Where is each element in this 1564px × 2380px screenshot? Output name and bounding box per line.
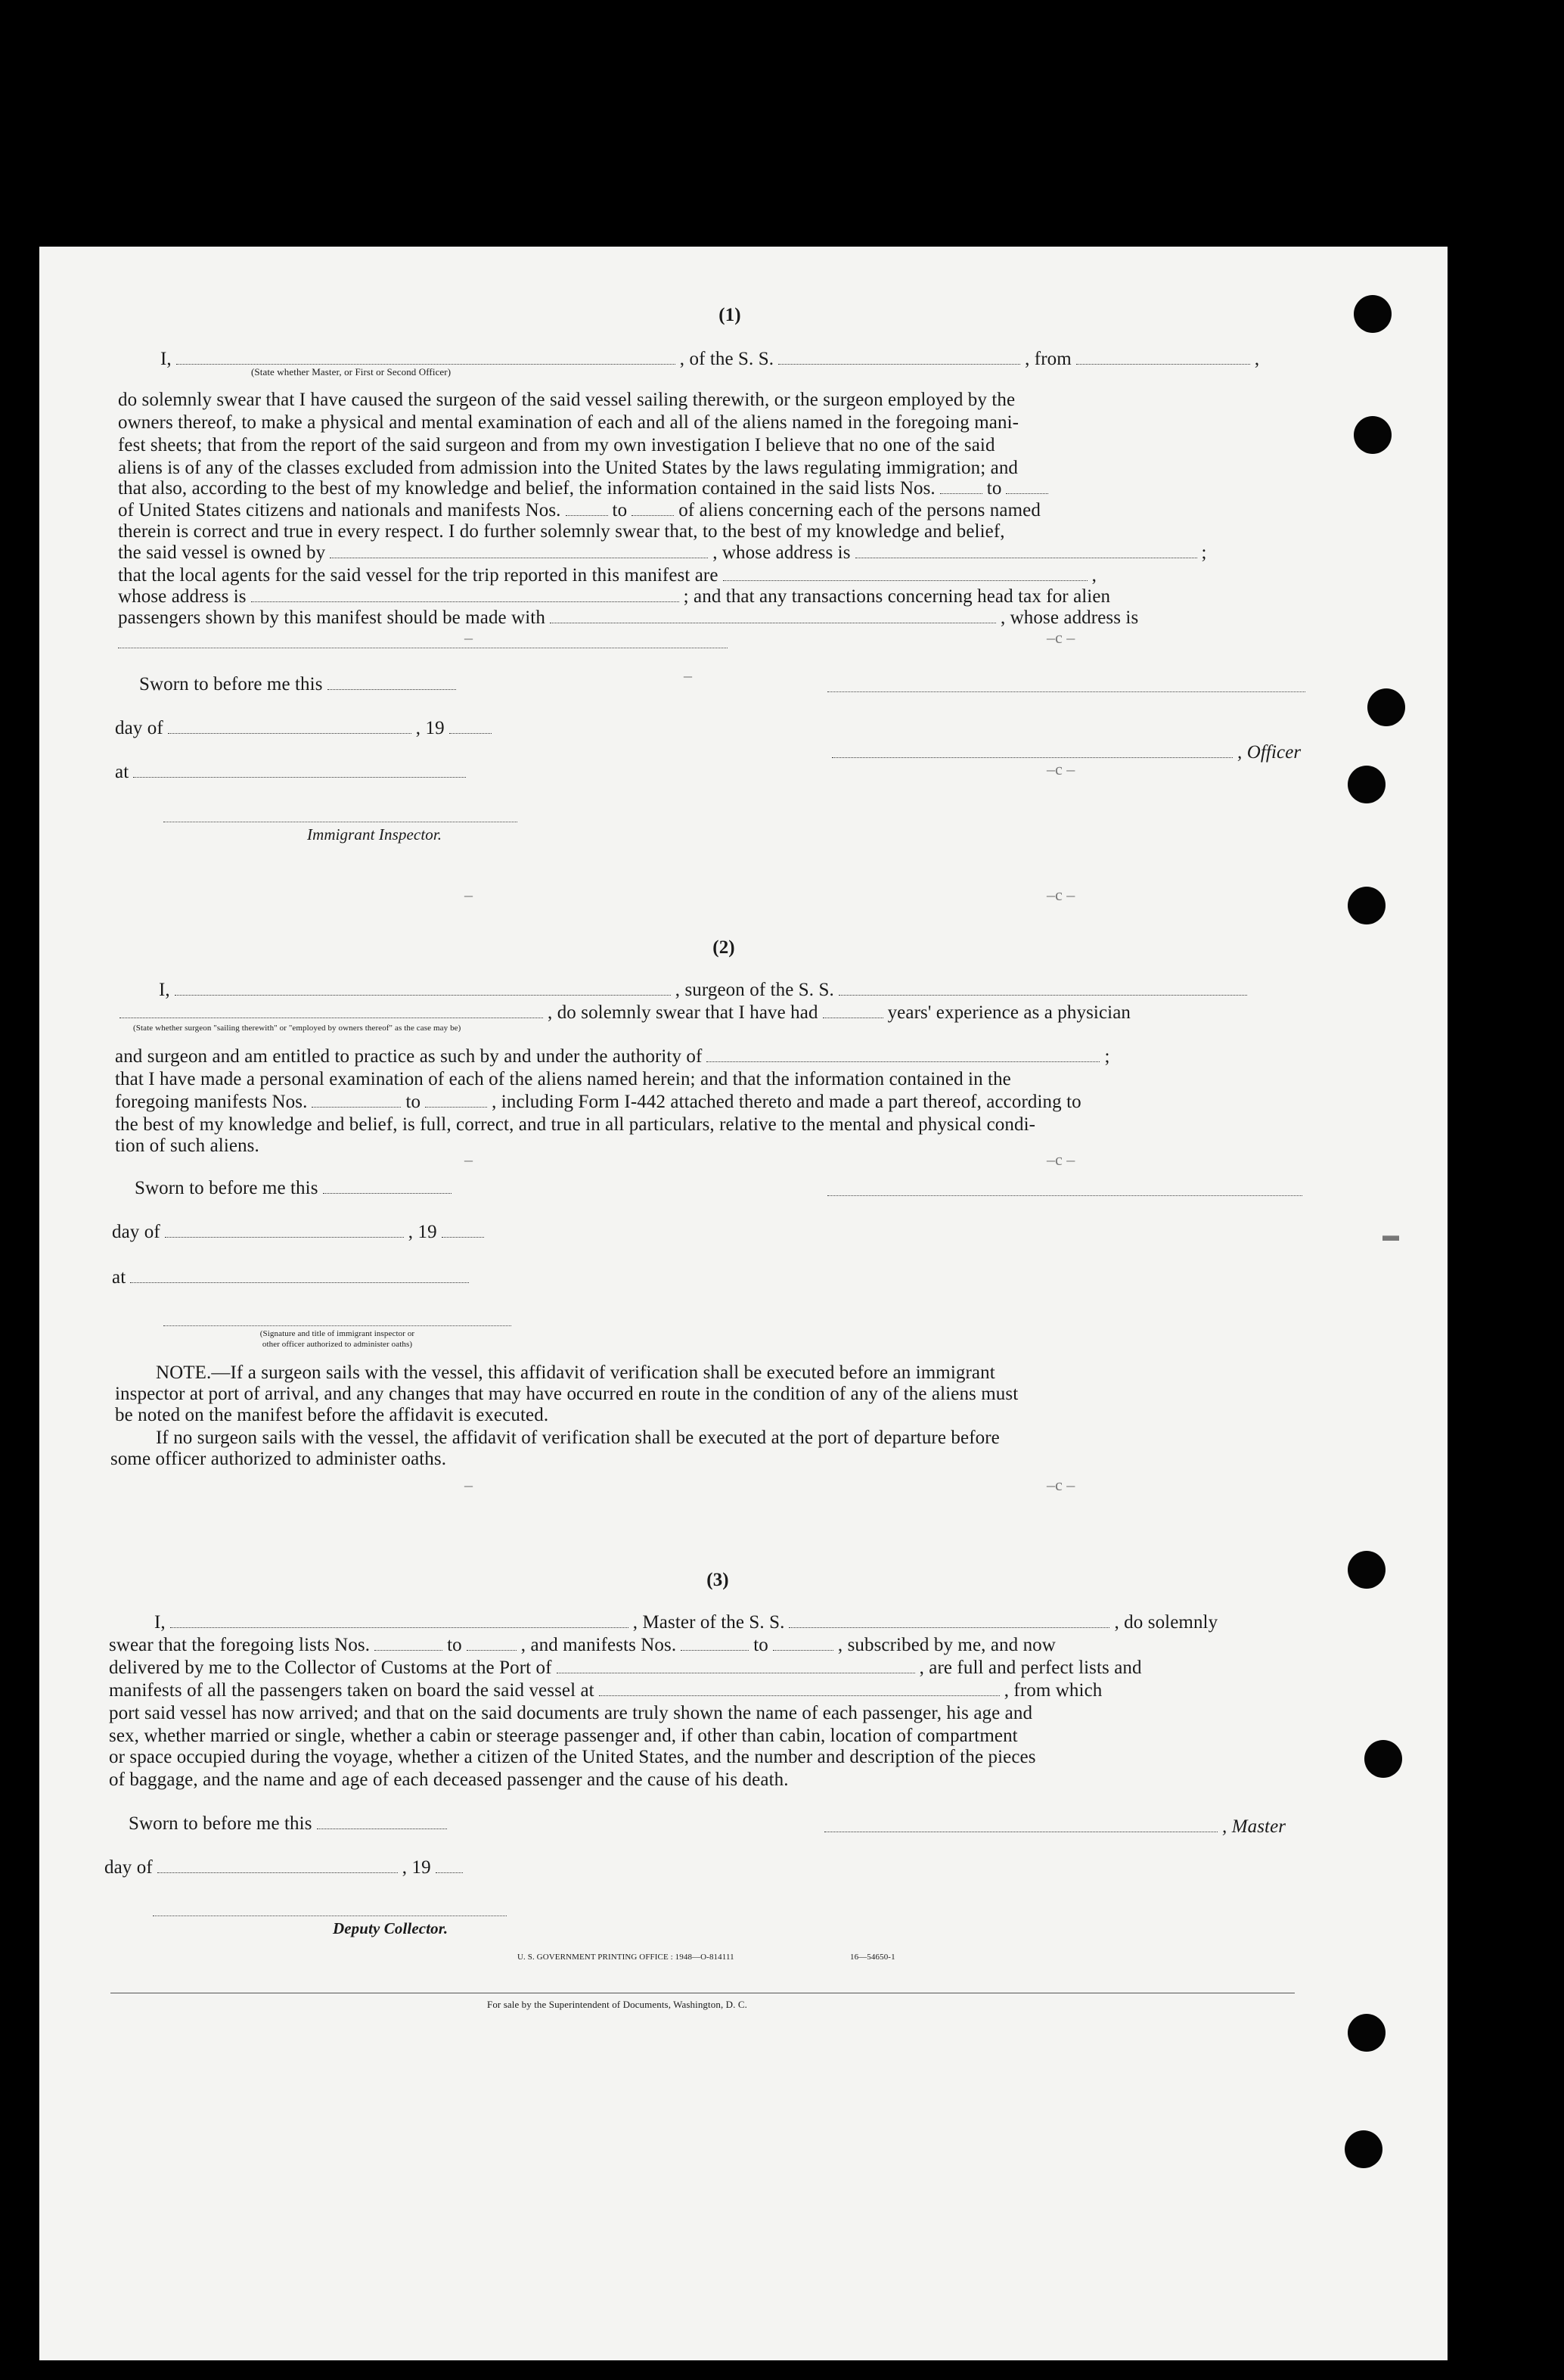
label: , of the S. S. (679, 349, 774, 369)
label: day of (115, 718, 163, 738)
label: of aliens concerning each of the persons named (678, 500, 1041, 520)
note-line: some officer authorized to administer oaths. (110, 1449, 447, 1469)
note-line: be noted on the manifest before the affidavit is executed. (115, 1405, 549, 1425)
label: , including Form I-442 attached thereto and made a part thereof, according to (492, 1092, 1081, 1112)
label: , (1254, 349, 1260, 369)
label: to (986, 478, 1002, 499)
label: , Master (1222, 1816, 1286, 1837)
label: , Master of the S. S. (632, 1612, 785, 1633)
day-of-line (112, 1221, 489, 1244)
at-line (112, 1266, 473, 1289)
punch-hole-icon (1354, 295, 1392, 333)
punch-hole-icon (1348, 2014, 1386, 2052)
label: , subscribed by me, and now (837, 1635, 1056, 1655)
label: and surgeon and am entitled to practice as such by and under the authority of (115, 1046, 703, 1067)
text-line: tion of such aliens. (115, 1136, 259, 1156)
label: , and manifests Nos. (520, 1635, 677, 1655)
day-of-line (115, 717, 496, 740)
bleed-through-mark: –c – (1047, 628, 1075, 647)
text-line: owners thereof, to make a physical and mental examination of each and all of the aliens named in the foregoing mani- (118, 412, 1019, 433)
text-line: the best of my knowledge and belief, is full, correct, and true in all particulars, relative to the mental and physical condi- (115, 1114, 1036, 1135)
signature-caption: other officer authorized to administer oaths) (262, 1340, 413, 1349)
label: , whose address is (1000, 607, 1139, 628)
label: Sworn to before me this (139, 674, 323, 694)
label: ; (1201, 542, 1207, 563)
label: , whose address is (712, 542, 851, 563)
label: , 19 (402, 1857, 431, 1878)
text-line: do solemnly swear that I have caused the surgeon of the said vessel sailing therewith, or the surgeon employed by the (118, 390, 1016, 410)
sworn-line (135, 1177, 456, 1200)
section-3-number: (3) (706, 1570, 729, 1590)
text-line (118, 607, 1138, 629)
label: of United States citizens and nationals and manifests Nos. (118, 500, 561, 520)
text-line: or space occupied during the voyage, whether a citizen of the United States, and the number and description of the pieces (109, 1747, 1036, 1767)
text-line: that I have made a personal examination of each of the aliens named herein; and that the information contained in the (115, 1069, 1011, 1089)
bleed-through-mark: –c – (1047, 885, 1075, 904)
text-line (118, 499, 1041, 522)
label: to (612, 500, 628, 520)
text-line (109, 1657, 1142, 1679)
punch-hole-icon (1367, 688, 1405, 726)
text-line: fest sheets; that from the report of the said surgeon and from my own investigation I believe that no one of the said (118, 435, 995, 455)
label: , from (1025, 349, 1072, 369)
label: , do solemnly (1114, 1612, 1218, 1633)
label: I, (154, 1612, 166, 1633)
note-line: If no surgeon sails with the vessel, the affidavit of verification shall be executed at the port of departure before (156, 1428, 1000, 1448)
deputy-collector-label: Deputy Collector. (333, 1919, 448, 1937)
sworn-line (139, 673, 461, 696)
text-line (115, 1046, 1110, 1068)
section-2-line-1 (159, 979, 1252, 1002)
bleed-through-mark: ▬ (1382, 1226, 1399, 1244)
punch-hole-icon (1348, 887, 1386, 924)
label: to (405, 1092, 421, 1112)
bleed-through-mark: – (684, 666, 692, 685)
text-line (109, 1679, 1102, 1702)
text-line (118, 564, 1097, 587)
label: the said vessel is owned by (118, 542, 326, 563)
label: , surgeon of the S. S. (675, 980, 834, 1000)
section-1-sub-caption: (State whether Master, or First or Second Officer) (251, 366, 452, 378)
label: day of (112, 1222, 160, 1242)
bleed-through-mark: –c – (1047, 760, 1075, 778)
label: , do solemnly swear that I have had (548, 1002, 818, 1023)
label: I, (160, 349, 172, 369)
section-3-line-1 (154, 1611, 1218, 1634)
for-sale-notice: For sale by the Superintendent of Documents, Washington, D. C. (487, 1999, 747, 2010)
label: ; and that any transactions concerning head tax for alien (683, 586, 1111, 607)
text-line: aliens is of any of the classes excluded from admission into the United States by the laws regulating immigration; and (118, 458, 1019, 478)
signature-line (163, 1325, 511, 1326)
label: that the local agents for the said vessel for the trip reported in this manifest are (118, 565, 718, 586)
label: at (115, 762, 129, 782)
text-line (115, 1091, 1081, 1114)
label: , Officer (1237, 742, 1302, 763)
signature-line (827, 1195, 1302, 1196)
punch-hole-icon (1348, 766, 1386, 803)
label: delivered by me to the Collector of Customs at the Port of (109, 1658, 552, 1678)
signature-line (153, 1915, 507, 1916)
label: Sworn to before me this (135, 1178, 318, 1198)
text-line (118, 542, 1207, 564)
label: to (753, 1635, 768, 1655)
label: passengers shown by this manifest should be made with (118, 607, 545, 628)
section-2-sub-caption: (State whether surgeon "sailing therewith" or "employed by owners thereof" as the case may be) (133, 1024, 461, 1033)
label: that also, according to the best of my knowledge and belief, the information contained in the said lists Nos. (118, 478, 936, 499)
note-line: inspector at port of arrival, and any changes that may have occurred en route in the condition of any of the aliens must (115, 1384, 1019, 1404)
label: , (1091, 565, 1097, 586)
section-2-number: (2) (712, 937, 735, 958)
label: years' experience as a physician (887, 1002, 1131, 1023)
bleed-through-mark: ‒ (464, 885, 473, 904)
punch-hole-icon (1364, 1740, 1402, 1778)
label: at (112, 1267, 126, 1288)
master-line (820, 1816, 1286, 1838)
day-of-line (104, 1856, 467, 1879)
text-line: sex, whether married or single, whether a cabin or steerage passenger and, if other than cabin, location of compartment (109, 1726, 1018, 1746)
form-number: 16—54650-1 (850, 1953, 895, 1962)
immigrant-inspector-label: Immigrant Inspector. (307, 825, 442, 844)
section-2-line-2 (115, 1002, 1131, 1024)
text-line (118, 586, 1110, 608)
label: , 19 (415, 718, 445, 738)
label: swear that the foregoing lists Nos. (109, 1635, 371, 1655)
sworn-line (129, 1813, 452, 1835)
signature-line (827, 691, 1305, 692)
printing-office-imprint: U. S. GOVERNMENT PRINTING OFFICE : 1948—O-814111 (517, 1953, 734, 1962)
label: whose address is (118, 586, 247, 607)
text-line: of baggage, and the name and age of each deceased passenger and the cause of his death. (109, 1769, 789, 1790)
label: manifests of all the passengers taken on board the said vessel at (109, 1680, 594, 1701)
section-1-number: (1) (718, 305, 741, 325)
label: , are full and perfect lists and (919, 1658, 1142, 1678)
label: foregoing manifests Nos. (115, 1092, 308, 1112)
text-line (109, 1634, 1056, 1657)
signature-caption: (Signature and title of immigrant inspector or (259, 1329, 415, 1338)
bleed-through-mark: ‒ (464, 1475, 473, 1494)
at-line (115, 761, 470, 784)
bleed-through-mark: ‒ (464, 1150, 473, 1169)
text-line: therein is correct and true in every respect. I do further solemnly swear that, to the best of my knowledge and belief, (118, 521, 1005, 542)
punch-hole-icon (1345, 2130, 1382, 2168)
label: , 19 (408, 1222, 437, 1242)
label: day of (104, 1857, 153, 1878)
label: I, (159, 980, 170, 1000)
bleed-through-mark: ‒ (464, 628, 473, 647)
text-line (118, 477, 1053, 500)
label: to (447, 1635, 462, 1655)
label: ; (1104, 1046, 1110, 1067)
bleed-through-mark: –c – (1047, 1150, 1075, 1169)
label: , from which (1004, 1680, 1103, 1701)
note-line: NOTE.—If a surgeon sails with the vessel, this affidavit of verification shall be executed before an immigrant (156, 1362, 995, 1383)
bleed-through-mark: –c – (1047, 1475, 1075, 1494)
label: Sworn to before me this (129, 1813, 312, 1834)
punch-hole-icon (1348, 1551, 1386, 1589)
text-line: port said vessel has now arrived; and that on the said documents are truly shown the name of each passenger, his age and (109, 1703, 1033, 1723)
punch-hole-icon (1354, 416, 1392, 454)
